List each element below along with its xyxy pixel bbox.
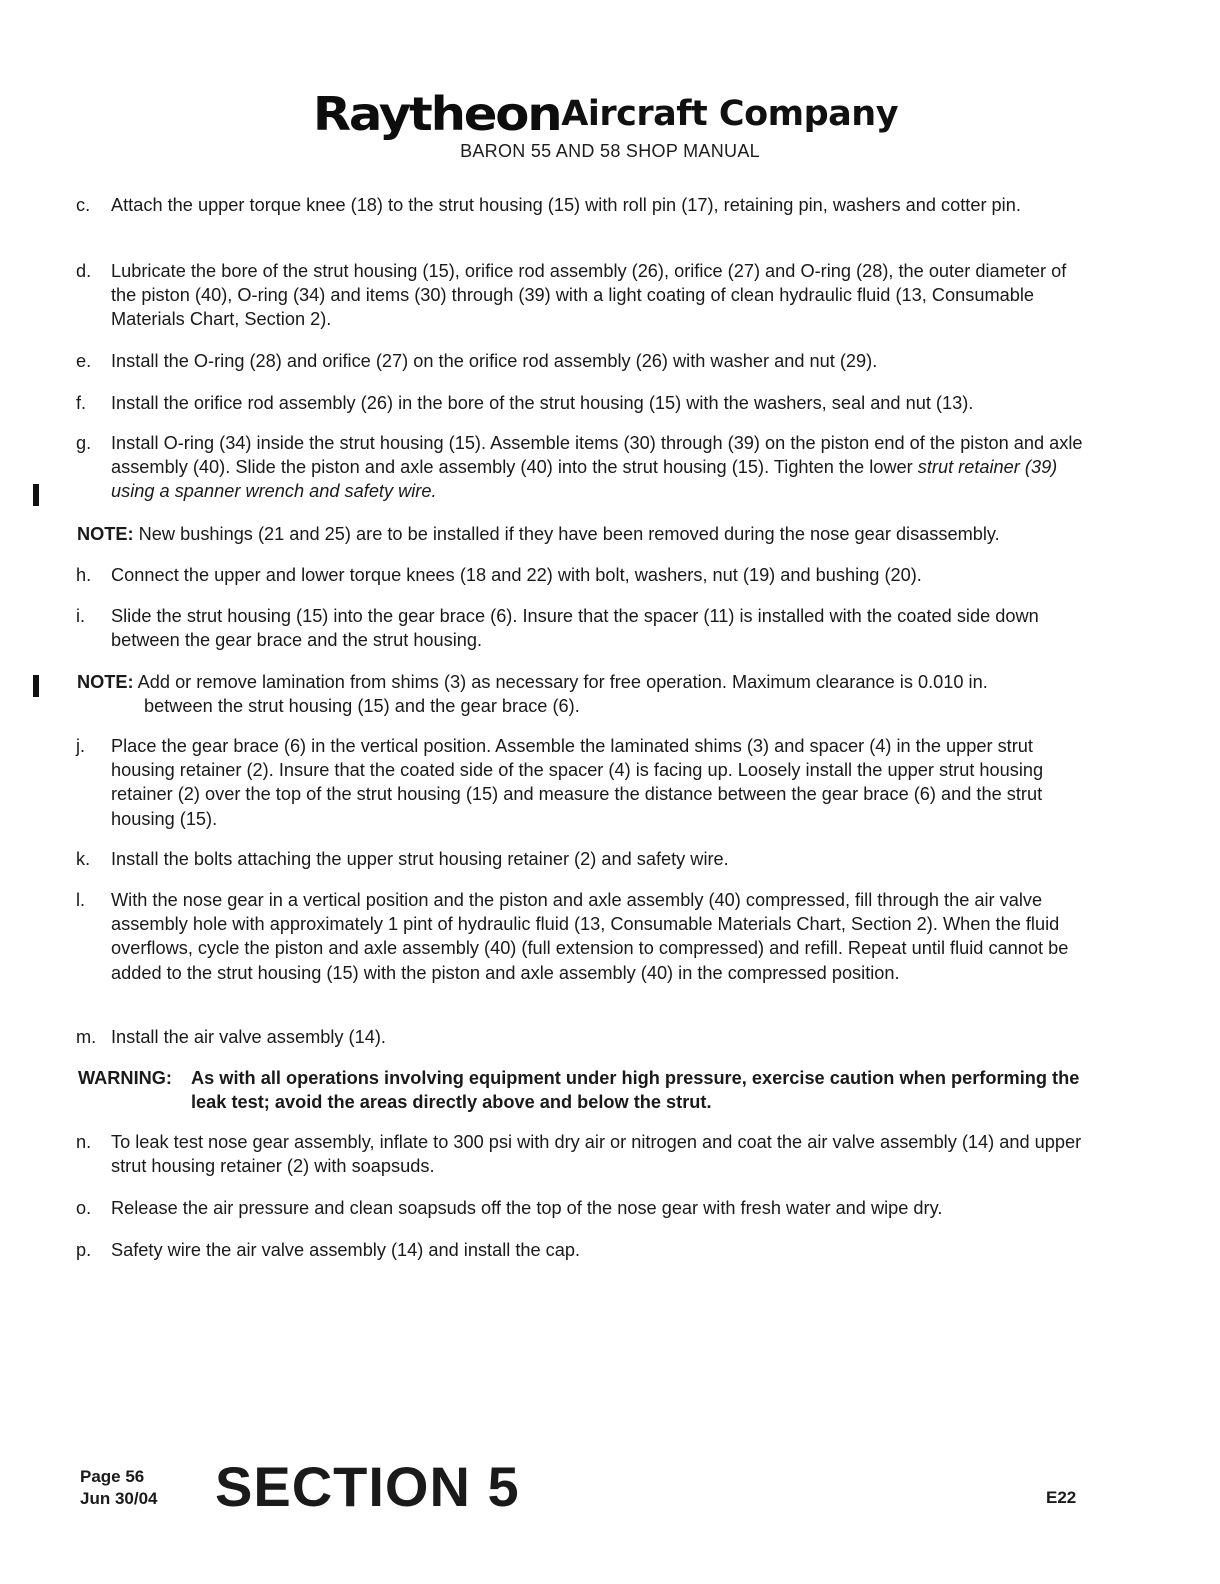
step-letter: g. (76, 433, 92, 453)
step-letter: p. (76, 1240, 92, 1260)
step-l (76, 888, 1086, 985)
page-info (80, 1466, 158, 1510)
step-text: Lubricate the bore of the strut housing (15), orifice rod assembly (26), orifice (27) and O-ring (28), the outer diameter of the piston (40), O-ring (34) and items (30) through (39) with a light coating of clean hydraulic fluid (13, Consumable Materials Chart, Section 2). (111, 261, 1067, 330)
step-letter: n. (76, 1132, 92, 1152)
step-letter: c. (76, 195, 91, 215)
company-name: Aircraft Company (561, 94, 899, 134)
page-date: Jun 30/04 (80, 1489, 158, 1508)
step-letter: k. (76, 849, 91, 869)
step-text-main: Install O-ring (34) inside the strut housing (15). Assemble items (30) through (39) on the piston end of the piston and axle assembly (40). Slide the piston and axle assembly (40) into the strut housing (15). Tighten the lower (111, 433, 1083, 478)
step-letter: m. (76, 1027, 97, 1047)
step-text: Place the gear brace (6) in the vertical position. Assemble the laminated shims (3) and spacer (4) in the upper strut housing retainer (2). Insure that the coated side of the spacer (4) is facing up. Loosely install the upper strut housing retainer (2) over the top of the strut housing (15) and measure the distance between the gear brace (6) and the strut housing (15). (111, 736, 1044, 829)
step-text: Release the air pressure and clean soapsuds off the top of the nose gear with fresh water and wipe dry. (111, 1198, 943, 1218)
page-code: E22 (1046, 1488, 1077, 1507)
warning-label: WARNING: (78, 1068, 172, 1088)
note-label: NOTE: (77, 672, 134, 692)
step-text: With the nose gear in a vertical position and the piston and axle assembly (40) compressed, fill through the air valve assembly hole with approximately 1 pint of hydraulic fluid (13, Consumable Materials Chart, Section 2). When the fluid overflows, cycle the piston and axle assembly (40) (full extension to compressed) and refill. Repeat until fluid cannot be added to the strut housing (15) with the piston and axle assembly (40) in the compressed position. (111, 890, 1069, 983)
step-n (76, 1130, 1086, 1178)
revision-bar (33, 484, 39, 506)
step-letter: l. (76, 890, 86, 910)
revision-bar (33, 675, 39, 697)
step-j (76, 734, 1086, 831)
warning-block (78, 1066, 1088, 1114)
note-bushings (77, 522, 1087, 546)
step-o (76, 1196, 1086, 1220)
step-text: Connect the upper and lower torque knees (18 and 22) with bolt, washers, nut (19) and bushing (20). (111, 565, 922, 585)
warning-text: As with all operations involving equipment under high pressure, exercise caution when performing the leak test; avoid the areas directly above and below the strut. (191, 1068, 1080, 1112)
step-k (76, 847, 1086, 871)
step-letter: o. (76, 1198, 92, 1218)
step-text: Install the orifice rod assembly (26) in the bore of the strut housing (15) with the washers, seal and nut (13). (111, 393, 974, 413)
step-text (111, 431, 1086, 504)
step-i (76, 604, 1086, 652)
step-p (76, 1238, 1086, 1262)
step-text: Install the air valve assembly (14). (111, 1027, 386, 1047)
note-label: NOTE: (77, 524, 134, 544)
raytheon-logo: Raytheon (312, 87, 561, 141)
page-number: Page 56 (80, 1467, 145, 1486)
step-text: To leak test nose gear assembly, inflate to 300 psi with dry air or nitrogen and coat the air valve assembly (14) and upper strut housing retainer (2) with soapsuds. (111, 1132, 1082, 1177)
step-letter: e. (76, 351, 92, 371)
manual-title: BARON 55 AND 58 SHOP MANUAL (460, 141, 760, 161)
note-text: New bushings (21 and 25) are to be installed if they have been removed during the nose gear disassembly. (138, 524, 1000, 544)
section-title: SECTION 5 (215, 1455, 520, 1518)
note-lamination (77, 670, 1087, 718)
step-letter: h. (76, 565, 92, 585)
step-text: Install the O-ring (28) and orifice (27) on the orifice rod assembly (26) with washer and nut (29). (111, 351, 878, 371)
step-text: Safety wire the air valve assembly (14) and install the cap. (111, 1240, 581, 1260)
step-letter: d. (76, 261, 92, 281)
step-letter: f. (76, 393, 87, 413)
step-d (76, 259, 1086, 332)
step-text-italic: strut retainer (39) using a spanner wrench and safety wire. (111, 457, 1058, 502)
note-text-continued: between the strut housing (15) and the gear brace (6). (144, 696, 580, 717)
step-g (76, 431, 1086, 504)
company-header (0, 86, 1220, 142)
step-letter: j. (76, 736, 86, 756)
step-text: Slide the strut housing (15) into the gear brace (6). Insure that the spacer (11) is installed with the coated side down between the gear brace and the strut housing. (111, 606, 1039, 651)
step-letter: i. (76, 606, 86, 626)
step-text: Install the bolts attaching the upper strut housing retainer (2) and safety wire. (111, 849, 729, 869)
step-text: Attach the upper torque knee (18) to the strut housing (15) with roll pin (17), retaining pin, washers and cotter pin. (111, 195, 1021, 215)
step-c (76, 193, 1086, 217)
step-e (76, 349, 1086, 373)
note-text: Add or remove lamination from shims (3) as necessary for free operation. Maximum clearance is 0.010 in. (137, 672, 988, 692)
step-h (76, 563, 1086, 587)
step-m (76, 1025, 1086, 1049)
step-f (76, 391, 1086, 415)
